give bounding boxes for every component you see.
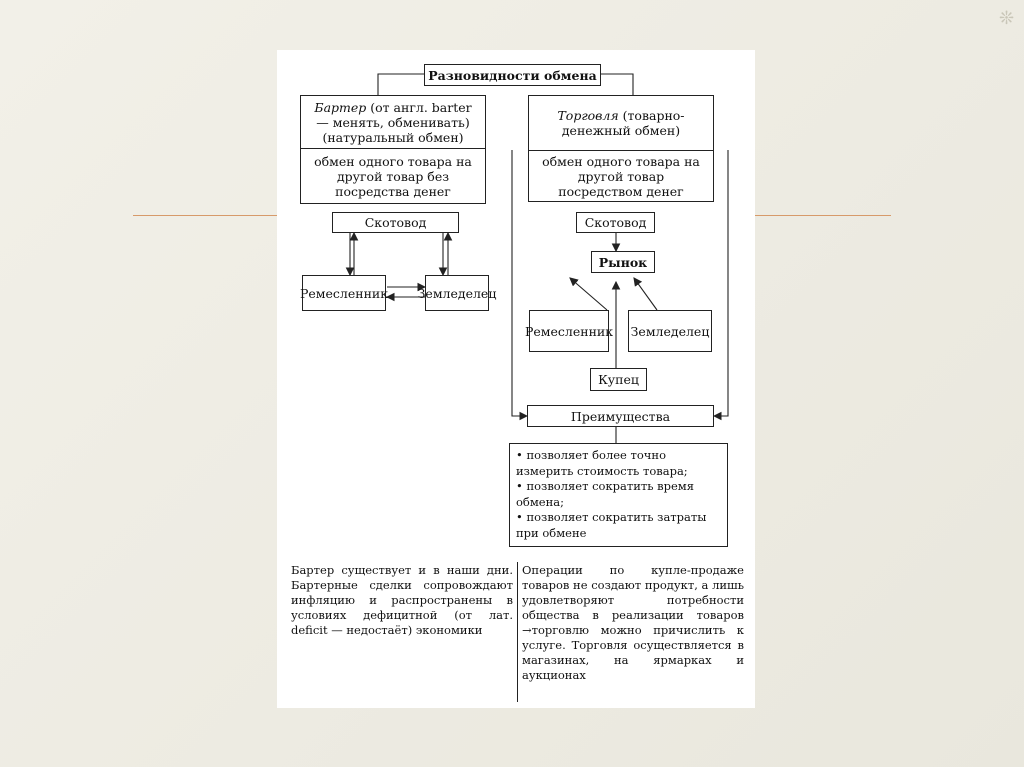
bullet-icon: • <box>516 510 523 524</box>
advantages-title: Преимущества <box>527 405 714 427</box>
trade-herder-node: Скотовод <box>576 212 655 233</box>
title-to-barter-line <box>378 74 424 95</box>
trade-heading <box>528 95 714 151</box>
barter-farmer-node: Земледелец <box>425 275 489 311</box>
diagram-page <box>277 50 755 708</box>
trade-term: Торговля <box>557 108 619 123</box>
corner-decoration-icon: ❊ <box>998 8 1014 29</box>
trade-merchant-node: Купец <box>590 368 647 391</box>
advantage-item: • позволяет более точно измерить стоимость товара; <box>516 448 688 478</box>
trade-artisan-node: Ремесленник <box>529 310 609 352</box>
barter-herder-node: Скотовод <box>332 212 459 233</box>
barter-term: Бартер <box>314 99 367 115</box>
trade-definition: обмен одного товара на другой товар посредством денег <box>528 150 714 202</box>
advantages-list <box>509 443 728 547</box>
diagram-title: Разновидности обмена <box>424 64 601 86</box>
left-accent-line <box>133 215 278 216</box>
trade-market-node: Рынок <box>591 251 655 273</box>
barter-heading <box>300 95 486 149</box>
bullet-icon: • <box>516 479 523 493</box>
right-accent-line <box>755 215 891 216</box>
advantage-item: • позволяет сократить затраты при обмене <box>516 510 707 540</box>
advantage-item: • позволяет сократить время обмена; <box>516 479 695 509</box>
title-to-trade-line <box>601 74 633 95</box>
barter-definition: обмен одного товара на другой товар без посредства денег <box>300 148 486 204</box>
barter-artisan-node: Ремесленник <box>302 275 386 311</box>
trade-farmer-node: Земледелец <box>628 310 712 352</box>
trade-note: Операции по купле-продаже товаров не создают продукт, а лишь удовлетворяют потребности общества в реализации товаров →торговлю можно причислить к услуге. Торговля осуществляется в магазинах, на ярмарках и аукционах <box>522 563 744 682</box>
bullet-icon: • <box>516 448 523 462</box>
barter-note: Бартер существует и в наши дни. Бартерные сделки сопровождают инфляцию и распространены в условиях дефицитной (от лат. deficit — недостаёт) экономики <box>291 563 513 637</box>
trade-heading-text: (товарно-денежный обмен) <box>561 108 685 138</box>
notes-divider <box>517 562 518 702</box>
barter-heading-text: (от англ. barter — менять, обменивать) (натуральный обмен) <box>316 99 472 145</box>
